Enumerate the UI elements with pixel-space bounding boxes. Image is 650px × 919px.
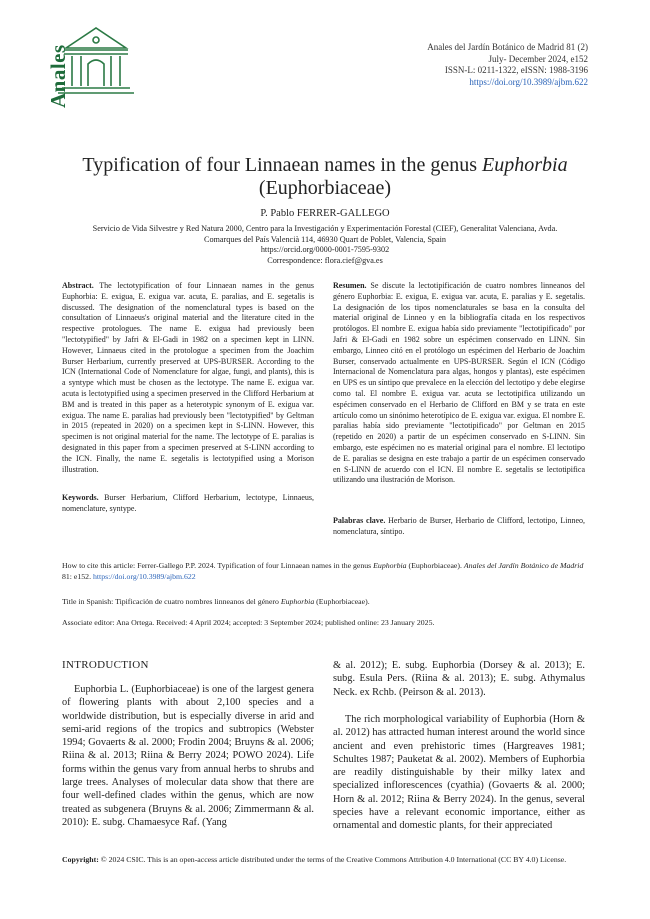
spanish-title: Title in Spanish: Tipificación de cuatro nombres linneanos del género Euphorbia (Euphorbiaceae). (62, 597, 370, 606)
keywords-english: Keywords. Burser Herbarium, Clifford Herbarium, lectotype, Linnaeus, nomenclature, syntype. (62, 493, 314, 513)
orcid-link[interactable]: https://orcid.org/0000-0001-7595-9302 (260, 245, 390, 255)
abstract-english: Abstract. The lectotypification of four Linnaean names in the genus Euphorbia: E. exigua, E. exigua var. acuta, E. paralias, and E. segetalis is discussed. The designation of the nomenclatural types is based on the consultation of Linnaeus's original material and the literature cited in the respective protologues. The name E. exigua had previously been "lectotypified" by Jafri & El-Gadi in 1982 on a specimen kept in LINN. However, Linnaeus cited in the protologue a specimen from the Joachim Burser Herbarium, currently preserved at UPS-BURSER. According to the ICN (International Code of Nomenclature for algae, fungi, and plants), this is a syntype which must be chosen as the lectotype. The name E. exigua var. acuta is lectotypified using a specimen preserved in the Clifford Herbarium at BM and is treated in this paper as a heterotypic synonym of E. exigua var. exigua. The name E. paralias had previously been "lectotypified" by Geltman in 2015 (repeated in 2020) on a specimen kept in S-LINN. However, this specimen is not original material for the name. The lectotype of E. paralias is designated in this paper from a specimen preserved at S-LINN according to the ICN. Finally, the name E. segetalis is lectotypified using a Morison illustration. (62, 281, 314, 474)
copyright-notice: Copyright: © 2024 CSIC. This is an open-access article distributed under the terms of the Creative Commons Attribution 4.0 International (CC BY 4.0) License. (62, 855, 567, 864)
author-name: P. Pablo FERRER-GALLEGO (260, 208, 390, 219)
journal-info (427, 42, 588, 88)
abstract-spanish: Resumen. Se discute la lectotipificación de cuatro nombres linneanos del género Euphorbia: E. exigua, E. exigua var. acuta, E. paralias y E. segetalis. La designación de los tipos nomenclaturales se basa en la consulta del material original de Linneo y en la bibliografía citada en los respectivos protólogos. El nombre E. exigua había sido previamente "lectotipificado" por Jafri & El-Gadi en 1982 sobre un espécimen conservado en LINN. Sin embargo, Linneo citó en el protólogo un espécimen del Herbario de Joachim Burser, conservado actualmente en UPS-BURSER. Según el ICN (Código Internacional de Nomenclatura para algas, hongos y plantas), este espécimen en UPS es un síntipo que prevalece en la elección del lectotipo y debe elegirse como tal. El nombre E. exigua var. acuta se lectotipifica utilizando un espécimen conservado en el Herbario de Clifford en BM y se trata en este artículo como un sinónimo heterotípico de E. exigua var. exigua. El nombre E. paralias había sido previamente "lectotipificado" por Geltman en 2015 (repetido en 2020) a partir de un espécimen conservado en S-LINN. Sin embargo, este espécimen no es material original para el nombre. El lectotipo de E. paralias se designa en este trabajo a partir de un espécimen conservado en S-LINN de acuerdo con el ICN. El nombre E. segetalis se lectotipifica utilizando una ilustración de Morison. (333, 281, 585, 485)
intro-paragraph-1-continued: & al. 2012); E. subg. Euphorbia (Dorsey & al. 2013); E. subg. Esula Pers. (Riina & al. 2013); E. subg. Athymalus Neck. ex Rchb. (Peirson & al. 2013). (333, 660, 585, 698)
section-heading-introduction: INTRODUCTION (62, 659, 149, 671)
correspondence: Correspondence: flora.cief@gva.es (267, 255, 383, 265)
journal-issn: ISSN-L: 0211-1322, eISSN: 1988-3196 (444, 65, 588, 75)
editor-dates: Associate editor: Ana Ortega. Received: 4 April 2024; accepted: 3 September 2024; published online: 23 January 2025. (62, 618, 435, 627)
journal-issue: Anales del Jardín Botánico de Madrid 81 (2) (427, 42, 588, 52)
how-to-cite: How to cite this article: Ferrer-Gallego P.P. 2024. Typification of four Linnaean names in the genus Euphorbia (Euphorbiaceae). Anales del Jardín Botánico de Madrid 81: e152. https://doi.org/10.3989/ajbm.622 (62, 561, 584, 581)
journal-logo-word: Anales (46, 44, 70, 108)
cite-doi-link[interactable]: https://doi.org/10.3989/ajbm.622 (92, 571, 196, 581)
journal-doi-link[interactable]: https://doi.org/10.3989/ajbm.622 (469, 76, 588, 87)
journal-building-logo (56, 22, 136, 100)
keywords-spanish: Palabras clave. Herbario de Burser, Herbario de Clifford, lectotipo, Linneo, nomenclatura, síntipo. (333, 516, 586, 536)
article-title: Typification of four Linnaean names in the genus Euphorbia (Euphorbiaceae) (82, 154, 568, 199)
journal-date: July- December 2024, e152 (488, 53, 588, 64)
affiliation: Servicio de Vida Silvestre y Red Natura 2000, Centro para la Investigación y Experimentación Forestal (CIEF), Generalitat Valenciana, Avda. Comarques del País Valencià 114, 46930 Quart de Poblet, Valencia, Spain https://orcid.org/0000-0001-7595-9302 Correspondence: flora.cief@gva.es (60, 224, 590, 266)
intro-paragraph-1: Euphorbia L. (Euphorbiaceae) is one of the largest genera of flowering plants with about 2,100 species and a worldwide distribution, but is especially diverse in arid and semi-arid regions of the tropics and subtropics (Webster 1994; Govaerts & al. 2000; Frodin 2004; Bruyns & al. 2006; Riina & al. 2013; Riina & Berry 2024; POWO 2024). Life forms within the genus vary from annual herbs to shrubs and large trees. Analyses of molecular data show that there are four well-defined clades within the genus, which are now treated as subgenera (Bruyns & al. 2006; Zimmermann & al. 2010): E. subg. Chamaesyce Raf. (Yang (62, 684, 314, 828)
intro-paragraph-2: The rich morphological variability of Euphorbia (Horn & al. 2012) has attracted human interest around the world since ancient and even prehistoric times (Hargreaves 1981; Schultes 1987; Pauketat & al. 2002). Members of Euphorbia are readily distinguishable by their milky latex and specialized inflorescences (cyathia) (Govaerts & al. 2000; Horn & al. 2012; Riina & Berry 2024). In the genus, several species have a relevant economic importance, either as ornamental and domestic plants, for their appreciated (333, 714, 585, 832)
